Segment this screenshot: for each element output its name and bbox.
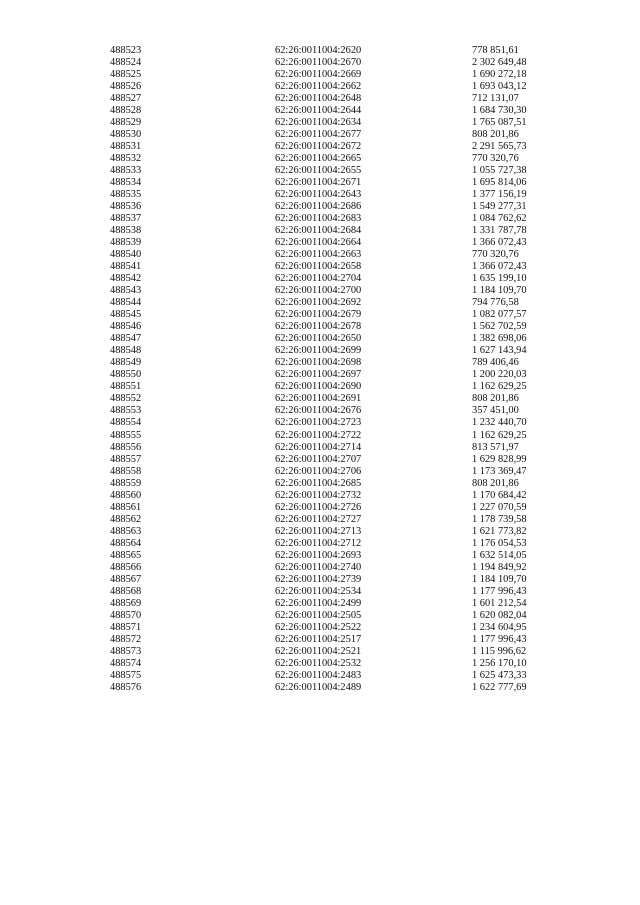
row-number: 488532 [110,153,142,165]
cadastral-value: 1 055 727,38 [472,165,527,177]
row-number: 488535 [110,189,142,201]
cadastral-number: 62:26:0011004:2517 [275,633,362,645]
table-row [0,670,640,682]
row-number: 488534 [110,177,142,189]
cadastral-value: 1 331 787,78 [472,225,527,237]
row-number: 488539 [110,237,142,249]
row-number: 488524 [110,57,142,69]
cadastral-value: 1 184 109,70 [472,573,527,585]
table-row [0,69,640,81]
cadastral-value: 1 601 212,54 [472,597,527,609]
cadastral-number: 62:26:0011004:2658 [275,261,362,273]
cadastral-value: 357 451,00 [472,405,519,417]
cadastral-value: 794 776,58 [472,297,519,309]
row-number: 488572 [110,633,142,645]
cadastral-value: 1 377 156,19 [472,189,527,201]
row-number: 488542 [110,273,142,285]
table-row [0,105,640,117]
cadastral-value: 1 562 702,59 [472,321,527,333]
cadastral-number: 62:26:0011004:2693 [275,549,362,561]
row-number: 488547 [110,333,142,345]
table-row [0,357,640,369]
cadastral-value: 808 201,86 [472,393,519,405]
cadastral-value: 1 366 072,43 [472,237,527,249]
cadastral-value: 1 635 199,10 [472,273,527,285]
row-number: 488552 [110,393,142,405]
cadastral-value: 1 621 773,82 [472,525,527,537]
table-row [0,237,640,249]
cadastral-value: 1 115 996,62 [472,645,527,657]
table-row [0,550,640,562]
cadastral-number: 62:26:0011004:2505 [275,609,362,621]
row-number: 488560 [110,489,142,501]
row-number: 488569 [110,597,142,609]
cadastral-value: 778 851,61 [472,45,519,56]
table-row [0,177,640,189]
cadastral-value: 1 549 277,31 [472,201,527,213]
row-number: 488546 [110,321,142,333]
cadastral-value: 1 690 272,18 [472,69,527,81]
cadastral-number: 62:26:0011004:2686 [275,201,362,213]
cadastral-number: 62:26:0011004:2740 [275,561,362,573]
row-number: 488536 [110,201,142,213]
table-row [0,598,640,610]
row-number: 488540 [110,249,142,261]
cadastral-value: 1 200 220,03 [472,369,527,381]
cadastral-value: 1 232 440,70 [472,417,527,429]
cadastral-value: 1 693 043,12 [472,81,527,93]
cadastral-value: 1 382 698,06 [472,333,527,345]
cadastral-value: 1 695 814,06 [472,177,527,189]
cadastral-number: 62:26:0011004:2707 [275,453,362,465]
table-row [0,490,640,502]
row-number: 488574 [110,657,142,669]
cadastral-number: 62:26:0011004:2723 [275,417,362,429]
cadastral-number: 62:26:0011004:2726 [275,501,362,513]
row-number: 488538 [110,225,142,237]
row-number: 488544 [110,297,142,309]
cadastral-value: 1 177 996,43 [472,633,527,645]
table-row [0,249,640,261]
cadastral-value: 1 622 777,69 [472,681,527,693]
row-number: 488525 [110,69,142,81]
cadastral-number: 62:26:0011004:2706 [275,465,362,477]
table-row [0,117,640,129]
table-row [0,430,640,442]
row-number: 488567 [110,573,142,585]
row-number: 488558 [110,465,142,477]
cadastral-number: 62:26:0011004:2677 [275,129,362,141]
cadastral-number: 62:26:0011004:2620 [275,45,362,56]
cadastral-number: 62:26:0011004:2534 [275,585,362,597]
cadastral-number: 62:26:0011004:2700 [275,285,362,297]
table-row [0,478,640,490]
table-row [0,454,640,466]
row-number: 488543 [110,285,142,297]
table-row [0,333,640,345]
cadastral-value: 1 620 082,04 [472,609,527,621]
table-row [0,634,640,646]
table-row [0,562,640,574]
row-number: 488573 [110,645,142,657]
table-row [0,442,640,454]
row-number: 488562 [110,513,142,525]
table-row [0,201,640,213]
table-row [0,682,640,694]
cadastral-value: 1 234 604,95 [472,621,527,633]
table-row [0,646,640,658]
cadastral-value: 1 765 087,51 [472,117,527,129]
cadastral-number: 62:26:0011004:2650 [275,333,362,345]
row-number: 488551 [110,381,142,393]
cadastral-number: 62:26:0011004:2712 [275,537,362,549]
cadastral-value: 770 320,76 [472,153,519,165]
cadastral-number: 62:26:0011004:2691 [275,393,362,405]
table-row [0,93,640,105]
cadastral-number: 62:26:0011004:2732 [275,489,362,501]
cadastral-number: 62:26:0011004:2690 [275,381,362,393]
table-row [0,405,640,417]
cadastral-number: 62:26:0011004:2685 [275,477,362,489]
row-number: 488570 [110,609,142,621]
cadastral-value: 1 194 849,92 [472,561,527,573]
cadastral-value: 712 131,07 [472,93,519,105]
row-number: 488555 [110,429,142,441]
row-number: 488523 [110,45,142,56]
row-number: 488561 [110,501,142,513]
cadastral-number: 62:26:0011004:2697 [275,369,362,381]
table-row [0,466,640,478]
row-number: 488533 [110,165,142,177]
row-number: 488529 [110,117,142,129]
cadastral-value: 1 227 070,59 [472,501,527,513]
table-row [0,297,640,309]
row-number: 488565 [110,549,142,561]
table-row [0,189,640,201]
table-row [0,514,640,526]
cadastral-number: 62:26:0011004:2727 [275,513,362,525]
cadastral-value: 1 625 473,33 [472,669,527,681]
cadastral-value: 770 320,76 [472,249,519,261]
table-row [0,153,640,165]
table-row [0,345,640,357]
table-row [0,574,640,586]
cadastral-number: 62:26:0011004:2662 [275,81,362,93]
cadastral-value: 1 178 739,58 [472,513,527,525]
row-number: 488559 [110,477,142,489]
cadastral-number: 62:26:0011004:2648 [275,93,362,105]
cadastral-value: 1 173 369,47 [472,465,527,477]
table-row [0,129,640,141]
table-row [0,309,640,321]
table-row [0,610,640,622]
cadastral-value: 2 291 565,73 [472,141,527,153]
cadastral-value: 1 684 730,30 [472,105,527,117]
row-number: 488550 [110,369,142,381]
cadastral-number: 62:26:0011004:2522 [275,621,362,633]
cadastral-value: 1 082 077,57 [472,309,527,321]
cadastral-number: 62:26:0011004:2634 [275,117,362,129]
row-number: 488557 [110,453,142,465]
cadastral-number: 62:26:0011004:2739 [275,573,362,585]
table-row [0,502,640,514]
cadastral-value: 808 201,86 [472,129,519,141]
table-row [0,417,640,429]
cadastral-value: 1 256 170,10 [472,657,527,669]
table-row [0,57,640,69]
cadastral-number: 62:26:0011004:2692 [275,297,362,309]
cadastral-value: 1 176 054,53 [472,537,527,549]
row-number: 488568 [110,585,142,597]
cadastral-number: 62:26:0011004:2669 [275,69,362,81]
table-row [0,285,640,297]
cadastral-number: 62:26:0011004:2655 [275,165,362,177]
table-row [0,141,640,153]
cadastral-value: 1 184 109,70 [472,285,527,297]
cadastral-number: 62:26:0011004:2665 [275,153,362,165]
cadastral-value: 813 571,97 [472,441,519,453]
cadastral-number: 62:26:0011004:2714 [275,441,362,453]
table-row [0,273,640,285]
cadastral-number: 62:26:0011004:2483 [275,669,362,681]
row-number: 488571 [110,621,142,633]
cadastral-value: 1 162 629,25 [472,381,527,393]
row-number: 488554 [110,417,142,429]
cadastral-number: 62:26:0011004:2489 [275,681,362,693]
row-number: 488545 [110,309,142,321]
table-row [0,586,640,598]
cadastral-value: 1 632 514,05 [472,549,527,561]
row-number: 488530 [110,129,142,141]
cadastral-value: 789 406,46 [472,357,519,369]
cadastral-value: 1 366 072,43 [472,261,527,273]
row-number: 488531 [110,141,142,153]
row-number: 488575 [110,669,142,681]
row-number: 488527 [110,93,142,105]
cadastral-value: 1 170 684,42 [472,489,527,501]
cadastral-number: 62:26:0011004:2713 [275,525,362,537]
cadastral-value: 1 177 996,43 [472,585,527,597]
table-row [0,81,640,93]
cadastral-value: 808 201,86 [472,477,519,489]
table-row [0,369,640,381]
cadastral-number: 62:26:0011004:2704 [275,273,362,285]
row-number: 488556 [110,441,142,453]
cadastral-number: 62:26:0011004:2722 [275,429,362,441]
table-row [0,393,640,405]
cadastral-number: 62:26:0011004:2670 [275,57,362,69]
cadastral-number: 62:26:0011004:2684 [275,225,362,237]
table-row [0,321,640,333]
table-row [0,381,640,393]
table-row [0,526,640,538]
cadastral-number: 62:26:0011004:2663 [275,249,362,261]
row-number: 488549 [110,357,142,369]
table-row [0,261,640,273]
row-number: 488576 [110,681,142,693]
row-number: 488526 [110,81,142,93]
table-row [0,213,640,225]
cadastral-value: 1 629 828,99 [472,453,527,465]
table-row [0,165,640,177]
table-row [0,45,640,57]
table-row [0,658,640,670]
cadastral-number: 62:26:0011004:2678 [275,321,362,333]
cadastral-number: 62:26:0011004:2672 [275,141,362,153]
row-number: 488553 [110,405,142,417]
cadastral-number: 62:26:0011004:2643 [275,189,362,201]
cadastral-number: 62:26:0011004:2644 [275,105,362,117]
row-number: 488541 [110,261,142,273]
cadastral-number: 62:26:0011004:2683 [275,213,362,225]
cadastral-number: 62:26:0011004:2698 [275,357,362,369]
row-number: 488563 [110,525,142,537]
row-number: 488537 [110,213,142,225]
cadastral-number: 62:26:0011004:2676 [275,405,362,417]
cadastral-value: 1 627 143,94 [472,345,527,357]
table-row [0,538,640,550]
cadastral-number: 62:26:0011004:2521 [275,645,362,657]
cadastral-number: 62:26:0011004:2499 [275,597,362,609]
cadastral-number: 62:26:0011004:2699 [275,345,362,357]
cadastral-number: 62:26:0011004:2664 [275,237,362,249]
data-table [0,45,640,694]
cadastral-value: 2 302 649,48 [472,57,527,69]
row-number: 488566 [110,561,142,573]
row-number: 488548 [110,345,142,357]
cadastral-value: 1 084 762,62 [472,213,527,225]
cadastral-value: 1 162 629,25 [472,429,527,441]
cadastral-number: 62:26:0011004:2679 [275,309,362,321]
cadastral-number: 62:26:0011004:2532 [275,657,362,669]
cadastral-number: 62:26:0011004:2671 [275,177,362,189]
row-number: 488564 [110,537,142,549]
row-number: 488528 [110,105,142,117]
table-row [0,622,640,634]
table-row [0,225,640,237]
